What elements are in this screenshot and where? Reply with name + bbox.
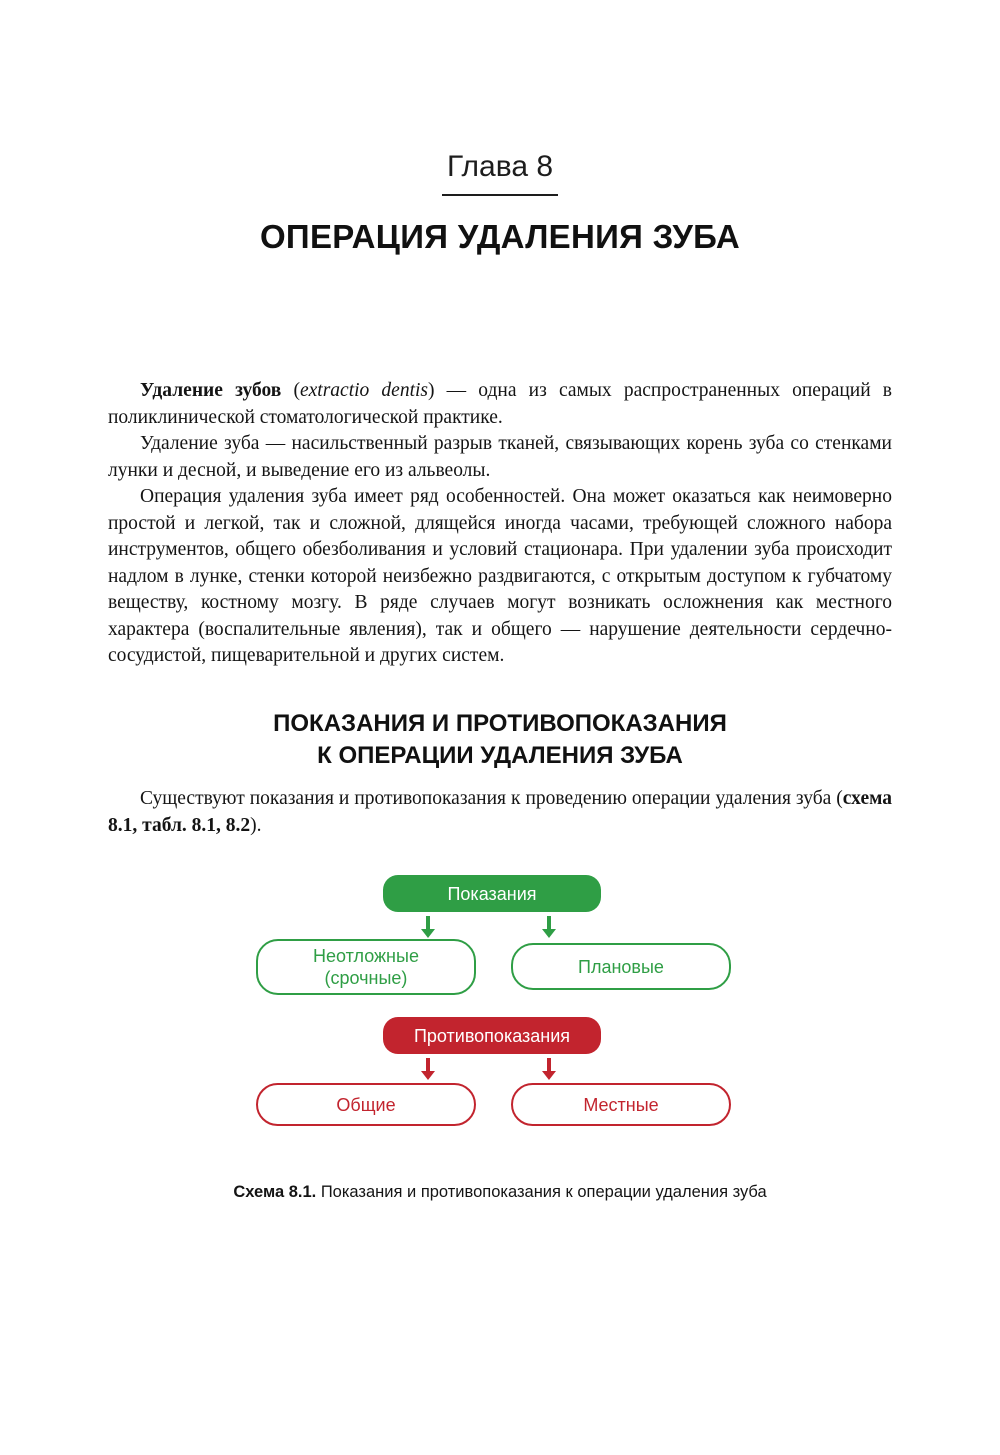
- chapter-label: Глава 8: [442, 150, 558, 196]
- intro-paragraph: [108, 786, 892, 839]
- section-heading: [108, 708, 892, 773]
- section-heading-line2: К ОПЕРАЦИИ УДАЛЕНИЯ ЗУБА: [317, 742, 683, 770]
- planned-indications-node: [511, 943, 731, 990]
- scheme-8-1-diagram: [0, 869, 1000, 1161]
- local-contraindications-node: [511, 1083, 731, 1126]
- arrow-down-icon: [421, 1058, 435, 1080]
- paragraph-text: ).: [250, 814, 262, 836]
- body-paragraph-3: Операция удаления зуба имеет ряд особенностей. Она может оказаться как неимоверно простой и легкой, так и сложной, длящейся иногда часами, требующей сложного набора инструментов, общего обезболивания и условий стационара. При удалении зуба происходит надлом в лунке, стенки которой неизбежно раздвигаются, с открытым доступом к губчатому веществу, костному мозгу. В ряде случаев могут возникать осложнения как местного характера (воспалительные явления), так и общего — нарушение деятельности сердечно-сосудистой, пищеварительной и других систем.: [108, 486, 892, 667]
- indications-node: [383, 875, 601, 912]
- local-contraindications-label: Местные: [583, 1094, 659, 1115]
- body-text: [108, 378, 892, 670]
- cross-reference: схема 8.1, табл. 8.1, 8.2: [108, 788, 892, 836]
- planned-indications-label: Плановые: [578, 956, 664, 977]
- paragraph-text: ) — одна из самых распространенных операций в поликлинической стоматологической практике.: [108, 380, 893, 428]
- urgent-indications-label-line2: (срочные): [324, 968, 408, 989]
- arrow-down-icon: [542, 1058, 556, 1080]
- arrow-down-icon: [421, 916, 435, 938]
- arrow-down-icon: [542, 916, 556, 938]
- section-heading-line1: ПОКАЗАНИЯ И ПРОТИВОПОКАЗАНИЯ: [273, 709, 727, 737]
- contraindications-node: [383, 1017, 601, 1054]
- paragraph-text: (: [281, 380, 300, 401]
- urgent-indications-label-line1: Неотложные: [313, 945, 419, 966]
- figure-caption-text: Показания и противопоказания к операции удаления зуба: [316, 1183, 767, 1202]
- figure-caption: [0, 1183, 1000, 1202]
- urgent-indications-node: [256, 939, 476, 995]
- latin-term: extractio dentis: [299, 380, 429, 401]
- general-contraindications-label: Общие: [336, 1094, 396, 1115]
- chapter-header: [108, 0, 892, 256]
- paragraph-text: Существуют показания и противопоказания к проведению операции удаления зуба (: [140, 788, 843, 810]
- figure-caption-label: Схема 8.1.: [233, 1183, 317, 1202]
- body-paragraph-2: Удаление зуба — насильственный разрыв тканей, связывающих корень зуба со стенками лунки и десной, и выведение его из альвеолы.: [108, 433, 892, 481]
- page-title: ОПЕРАЦИЯ УДАЛЕНИЯ ЗУБА: [259, 218, 741, 255]
- paragraph-lead-term: Удаление зубов: [140, 380, 282, 401]
- contraindications-label: Противопоказания: [413, 1025, 571, 1046]
- indications-label: Показания: [447, 883, 537, 904]
- body-paragraph-1: [108, 378, 892, 431]
- section-intro: [108, 786, 892, 839]
- general-contraindications-node: [256, 1083, 476, 1126]
